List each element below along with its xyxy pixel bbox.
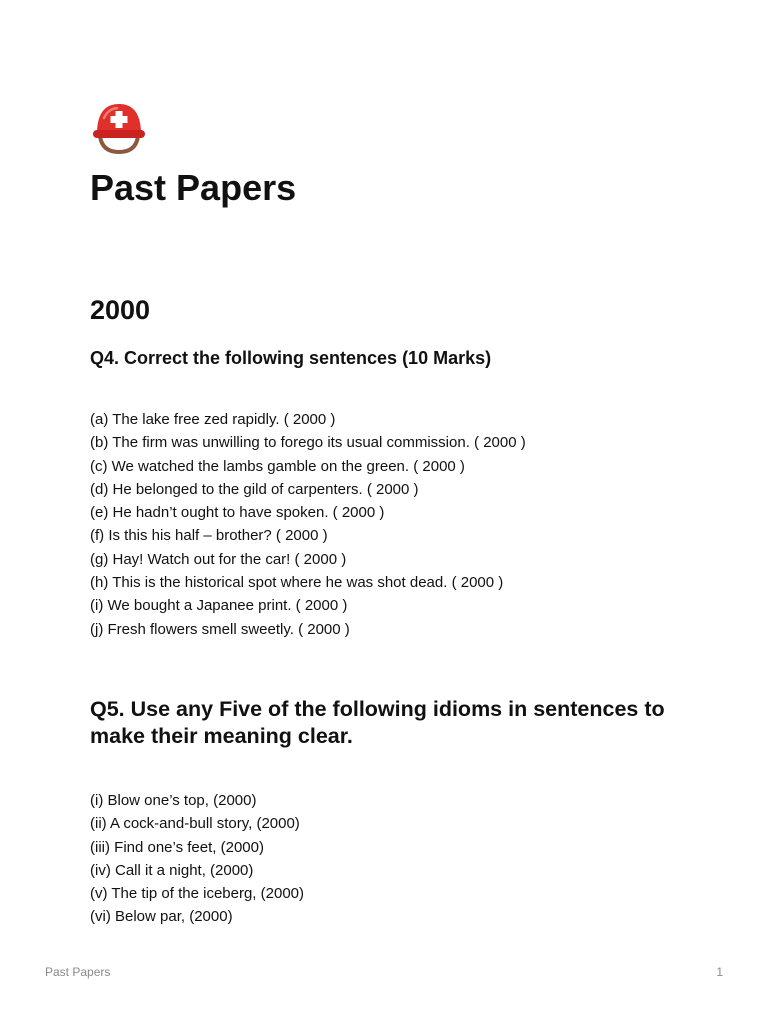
q4-sentence-list xyxy=(90,408,526,641)
list-item: (v) The tip of the iceberg, (2000) xyxy=(90,885,304,903)
rescue-helmet-icon xyxy=(92,100,146,156)
list-item: (i) We bought a Japanee print. ( 2000 ) xyxy=(90,597,348,615)
list-item: (i) Blow one’s top, (2000) xyxy=(90,792,257,809)
page-title: Past Papers xyxy=(90,167,297,208)
list-item: (c) We watched the lambs gamble on the green. ( 2000 ) xyxy=(90,457,465,475)
list-item: (g) Hay! Watch out for the car! ( 2000 ) xyxy=(90,550,347,568)
list-item: (vi) Below par, (2000) xyxy=(90,908,233,926)
list-item: (iii) Find one’s feet, (2000) xyxy=(90,838,264,856)
q4-heading: Q4. Correct the following sentences (10 Marks) xyxy=(90,348,492,368)
list-item: (ii) A cock-and-bull story, (2000) xyxy=(90,815,300,833)
list-item: (j) Fresh flowers smell sweetly. ( 2000 ) xyxy=(90,620,350,638)
q5-heading: Q5. Use any Five of the following idioms in sentences to make their meaning clear. xyxy=(90,697,665,748)
list-item: (iv) Call it a night, (2000) xyxy=(90,861,254,879)
footer-title: Past Papers xyxy=(45,965,111,979)
year-heading: 2000 xyxy=(90,295,151,325)
list-item: (e) He hadn’t ought to have spoken. ( 2000 ) xyxy=(90,504,385,522)
page-icon xyxy=(92,100,146,156)
q5-idiom-list xyxy=(90,789,304,929)
list-item: (d) He belonged to the gild of carpenters. ( 2000 ) xyxy=(90,480,419,498)
list-item: (f) Is this his half – brother? ( 2000 ) xyxy=(90,527,328,545)
page-number: 1 xyxy=(716,965,723,979)
list-item: (a) The lake free zed rapidly. ( 2000 ) xyxy=(90,411,336,428)
list-item: (b) The firm was unwilling to forego its usual commission. ( 2000 ) xyxy=(90,434,526,452)
list-item: (h) This is the historical spot where he was shot dead. ( 2000 ) xyxy=(90,574,504,592)
